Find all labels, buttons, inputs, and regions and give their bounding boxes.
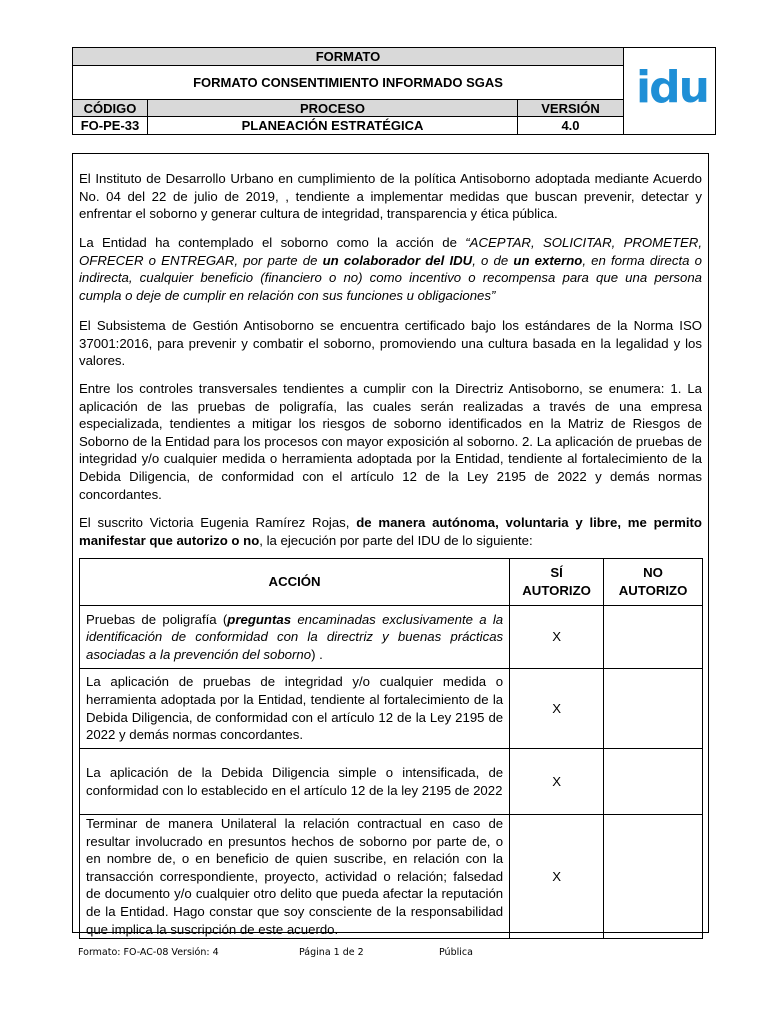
table-header-row xyxy=(80,559,703,606)
row1-end: ) . xyxy=(311,646,323,662)
p2-quote-end: , en forma directa o indirecta, cualquier beneficio (financiero o no) como incentivo o recompensa para que una persona cumpla o deje de cumplir en relación con sus funciones u obligaciones” xyxy=(79,252,702,303)
action-column-header: ACCIÓN xyxy=(80,559,510,606)
p2-external: un externo xyxy=(513,252,583,268)
authorize-header-line2: AUTORIZO xyxy=(522,583,591,598)
authorize-column-header xyxy=(510,559,604,606)
authorization-table xyxy=(79,558,703,939)
row1-italic: encaminadas exclusivamente a la identificación de conformidad con la directriz y buenas prácticas asociadas a la prevención del soborno xyxy=(86,611,504,662)
code-value: FO-PE-33 xyxy=(73,117,148,134)
not-authorize-cell-2[interactable] xyxy=(604,669,703,749)
certification-paragraph: El Subsistema de Gestión Antisoborno se encuentra certificado bajo los estándares de la Norma ISO 37001:2016, para prevenir y combatir el soborno, promoviendo una cultura basada en la legalidad y los valores. xyxy=(79,318,702,369)
footer-page-number: Página 1 de 2 xyxy=(299,947,364,958)
not-authorize-header-line1: NO xyxy=(643,565,663,581)
logo-cell xyxy=(623,48,715,134)
footer-classification: Pública xyxy=(439,947,473,958)
table-row xyxy=(80,669,703,749)
p2-quote-start: “ACEPTAR, SOLICITAR, PROMETER, OFRECER o ENTREGAR, por parte de xyxy=(79,235,702,268)
bribery-definition-paragraph xyxy=(79,234,702,304)
p2-or: , o de xyxy=(472,252,514,268)
row1-lead: Pruebas de poligrafía ( xyxy=(86,611,228,627)
authorize-header-line1: SÍ xyxy=(550,565,563,581)
document-header xyxy=(72,47,716,135)
action-due-diligence: La aplicación de la Debida Diligencia simple o intensificada, de conformidad con lo establecido en el artículo 12 de la ley 2195 de 2022 xyxy=(80,749,510,815)
header-subtitle: FORMATO CONSENTIMIENTO INFORMADO SGAS xyxy=(193,75,503,90)
process-value: PLANEACIÓN ESTRATÉGICA xyxy=(148,117,518,134)
not-authorize-cell-3[interactable] xyxy=(604,749,703,815)
version-label: VERSIÓN xyxy=(541,101,600,116)
authorize-mark-1[interactable]: X xyxy=(510,606,604,669)
header-subtitle-row xyxy=(73,66,623,100)
header-info xyxy=(73,48,623,134)
header-values-row xyxy=(73,117,623,134)
not-authorize-column-header xyxy=(604,559,703,606)
not-authorize-cell-1[interactable] xyxy=(604,606,703,669)
controls-paragraph: Entre los controles transversales tendientes a cumplir con la Directriz Antisoborno, se enumera: 1. La aplicación de las pruebas de poligrafía, las cuales serán realizadas a través de una empresa especializada, tendientes a mitigar los riesgos de soborno identificados en la Matriz de Riesgos de Soborno de la Entidad para los procesos con mayor exposición al soborno. 2. La aplicación de pruebas de integridad y/o cualquier medida o herramienta adoptada por la Entidad, tendiente al fortalecimiento de la Debida Diligencia, de conformidad con el artículo 12 de la Ley 2195 de 2022 y demás normas concordantes. xyxy=(79,381,702,502)
p5-end: , la ejecución por parte del IDU de lo siguiente: xyxy=(259,532,533,548)
version-value: 4.0 xyxy=(561,118,580,133)
code-label: CÓDIGO xyxy=(73,100,148,116)
process-label: PROCESO xyxy=(148,100,518,116)
p5-bold: de manera autónoma, voluntaria y libre, me permito manifestar que autorizo o no xyxy=(79,515,702,548)
p2-collaborator: un colaborador del IDU xyxy=(322,252,473,268)
authorize-mark-2[interactable]: X xyxy=(510,669,604,749)
footer-format: Formato: FO-AC-08 Versión: 4 xyxy=(78,947,219,958)
table-row xyxy=(80,815,703,939)
row1-questions: preguntas xyxy=(227,611,292,627)
action-integrity-tests: La aplicación de pruebas de integridad y/o cualquier medida o herramienta adoptada por la Entidad, tendiente al fortalecimiento de la Debida Diligencia, de conformidad con el artículo 12 de la Ley 2195 de 2022 y demás normas concordantes. xyxy=(80,669,510,749)
table-row xyxy=(80,606,703,669)
intro-paragraph: El Instituto de Desarrollo Urbano en cumplimiento de la política Antisoborno adoptada mediante Acuerdo No. 04 del 22 de julio de 2019, , tendiente a implementar medidas que buscan prevenir, detectar y enfrentar el soborno y generar cultura de integridad, transparencia y ética pública. xyxy=(79,171,702,222)
authorize-mark-4[interactable]: X xyxy=(510,815,604,939)
not-authorize-cell-4[interactable] xyxy=(604,815,703,939)
p5-lead: El suscrito Victoria Eugenia Ramírez Rojas, xyxy=(79,515,357,530)
idu-logo: idu xyxy=(636,62,708,113)
authorize-mark-3[interactable]: X xyxy=(510,749,604,815)
header-labels-row xyxy=(73,100,623,117)
consent-statement-paragraph xyxy=(79,514,702,549)
p2-lead: La Entidad ha contemplado el soborno como la acción de xyxy=(79,235,466,250)
action-unilateral-termination: Terminar de manera Unilateral la relación contractual en caso de resultar involucrado en presuntos hechos de soborno por parte de, o en nombre de, o en beneficio de quien suscribe, en relación con la transacción correspondiente, proyecto, actividad o relación; falsedad de documento y/o cualquier otro delito que pueda afectar la reputación de la Entidad. Hago constar que soy consciente de la responsabilidad que implica la suscripción de este acuerdo. xyxy=(80,815,510,939)
action-polygraph xyxy=(80,606,510,669)
table-row xyxy=(80,749,703,815)
not-authorize-header-line2: AUTORIZO xyxy=(618,583,688,598)
header-title: FORMATO xyxy=(315,49,381,64)
header-title-row xyxy=(73,48,623,66)
